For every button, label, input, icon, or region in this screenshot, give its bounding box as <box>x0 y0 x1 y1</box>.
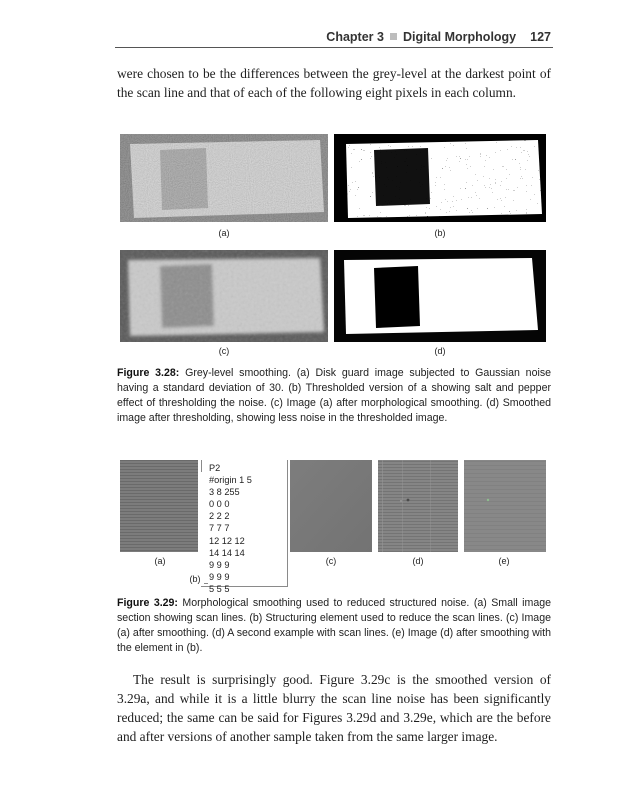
figure-3-29d-scan-lines-image <box>378 460 458 552</box>
panel-label-3-28c: (c) <box>218 346 230 356</box>
panel-label-3-28d: (d) <box>434 346 446 356</box>
figure-3-29e-smoothed-image <box>464 460 546 552</box>
caption-text: Grey-level smoothing. (a) Disk guard image subjected to Gaussian noise having a standard deviation of 30. (b) Thresholded version of a showing salt and pepper effect of thresholding the noise. (c) Image (a) after morphological smoothing. (d) Smoothed image after thresholding, showing less noise in the thresholded image. <box>117 367 552 424</box>
panel-label-3-29e: (e) <box>498 556 510 566</box>
figure-3-28d-smoothed-thresholded-image <box>334 250 546 342</box>
se-line: #origin 1 5 <box>209 475 252 486</box>
figure-3-29a-scan-lines-image <box>120 460 198 552</box>
chapter-label: Chapter 3 <box>326 30 384 44</box>
structuring-element-values <box>209 462 252 595</box>
figure-3-28c-smoothed-image <box>120 250 328 342</box>
se-line: 5 5 5 <box>209 583 230 594</box>
separator-square-icon <box>390 33 397 40</box>
header-rule <box>115 47 553 48</box>
page-number: 127 <box>530 30 551 44</box>
figure-3-28-caption <box>117 366 551 426</box>
caption-label: Figure 3.28: <box>117 367 180 379</box>
caption-label: Figure 3.29: <box>117 597 178 609</box>
panel-label-3-29c: (c) <box>325 556 337 566</box>
panel-label-3-29b: (b) <box>189 574 201 584</box>
se-line: 0 0 0 <box>209 499 230 510</box>
se-line: 2 2 2 <box>209 511 230 522</box>
se-line: 3 8 255 <box>209 487 240 498</box>
running-head <box>115 30 551 48</box>
se-line: 9 9 9 <box>209 571 230 582</box>
intro-paragraph: were chosen to be the differences between the grey-level at the darkest point of the scan line and that of each of the following eight pixels in each column. <box>117 66 551 100</box>
figure-3-28b-thresholded-image <box>334 134 546 222</box>
panel-label-3-29a: (a) <box>154 556 166 566</box>
figure-3-29-caption <box>117 596 551 656</box>
chapter-title: Digital Morphology <box>402 30 517 44</box>
se-line: 9 9 9 <box>209 559 230 570</box>
panel-label-3-28b: (b) <box>434 228 446 238</box>
conclusion-paragraph: The result is surprisingly good. Figure 3.29c is the smoothed version of 3.29a, and while it is a little blurry the scan line noise has been significantly reduced; the same can be said for Figures 3.29d and 3.29e, which are the before and after versions of another sample taken from the same larger image. <box>117 672 551 744</box>
panel-label-3-28a: (a) <box>218 228 230 238</box>
figure-3-29c-smoothed-image <box>290 460 372 552</box>
panel-label-3-29d: (d) <box>412 556 424 566</box>
se-line: 7 7 7 <box>209 523 230 534</box>
caption-text: Morphological smoothing used to reduced structured noise. (a) Small image section showing scan lines. (b) Structuring element used to reduce the scan lines. (c) Image (a) after smoothing. (d) A second example with scan lines. (e) Image (d) after smoothing with the element in (b). <box>117 597 551 654</box>
se-line: 14 14 14 <box>209 547 245 558</box>
se-line: P2 <box>209 463 221 473</box>
figure-3-28a-noisy-image <box>120 134 328 222</box>
se-line: 12 12 12 <box>209 535 245 546</box>
